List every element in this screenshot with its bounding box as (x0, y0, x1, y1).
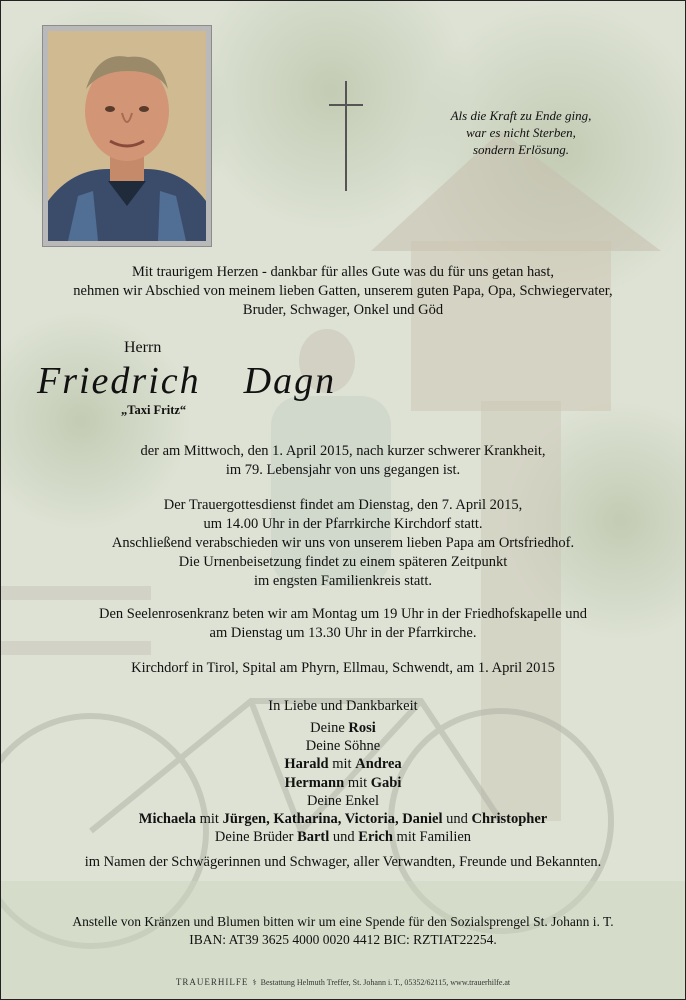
service-line: Anschließend verabschieden wir uns von unserem lieben Papa am Ortsfriedhof. (111, 535, 575, 551)
death-notice-line: der am Mittwoch, den 1. April 2015, nach kurzer schwerer Krankheit, (140, 443, 546, 459)
memorial-quote (421, 107, 621, 158)
family-brothers (1, 828, 685, 846)
service-line: im engsten Familienkreis statt. (253, 573, 432, 589)
connector: mit (344, 774, 371, 791)
intro-line: nehmen wir Abschied von meinem lieben Gatten, unserem guten Papa, Opa, Schwiegervater, (73, 283, 613, 299)
family-grandchildren (1, 810, 685, 828)
quote-line: sondern Erlösung. (472, 142, 570, 157)
intro-line: Bruder, Schwager, Onkel und Göd (242, 302, 444, 318)
family-grandchildren-label: Deine Enkel (306, 792, 380, 809)
family-son1 (1, 755, 685, 773)
portrait-frame (42, 25, 212, 247)
family-son2 (1, 774, 685, 792)
footer (1, 977, 685, 987)
intro-line: Mit traurigem Herzen - dankbar für alles Gute was du für uns getan hast, (132, 264, 554, 280)
death-notice (1, 442, 685, 480)
grandchild-names: Jürgen, Katharina, Victoria, Daniel (222, 811, 443, 828)
cross-icon (326, 81, 366, 191)
rosary-line: Den Seelenrosenkranz beten wir am Montag um 19 Uhr in der Friedhofskapelle und (98, 606, 588, 622)
rosary-info (1, 605, 685, 643)
footer-text: Bestattung Helmuth Treffer, St. Johann i. T., 05352/62115, www.trauerhilfe.at (260, 978, 511, 987)
family-wife-prefix: Deine (310, 720, 349, 736)
connector: mit (195, 811, 223, 828)
family-wife-name: Rosi (348, 720, 376, 736)
donation-bank-line: IBAN: AT39 3625 4000 0020 4412 BIC: RZTIAT22254. (189, 932, 497, 947)
closing-phrase: In Liebe und Dankbarkeit (268, 698, 418, 714)
relatives-line: im Namen der Schwägerinnen und Schwager, aller Verwandten, Freunde und Bekannten. (84, 854, 602, 870)
service-line: Der Trauergottesdienst findet am Dienstag, den 7. April 2015, (163, 497, 523, 513)
place-date: Kirchdorf in Tirol, Spital am Phyrn, Ellmau, Schwendt, am 1. April 2015 (131, 660, 555, 676)
rosary-line: am Dienstag um 13.30 Uhr in der Pfarrkirche. (209, 625, 477, 641)
quote-line: war es nicht Sterben, (466, 125, 576, 140)
service-line: um 14.00 Uhr in der Pfarrkirche Kirchdorf statt. (203, 516, 483, 532)
donation-line: Anstelle von Kränzen und Blumen bitten wir um eine Spende für den Sozialsprengel St. Johann i. T. (72, 914, 614, 929)
donation-info (1, 913, 685, 949)
service-info (1, 496, 685, 591)
partner-name: Gabi (370, 774, 402, 791)
partner-name: Andrea (355, 756, 402, 773)
grandchild-name: Christopher (471, 811, 548, 828)
deceased-name: Friedrich Dagn (37, 360, 337, 402)
quote-line: Als die Kraft zu Ende ging, (450, 108, 592, 123)
connector: mit (328, 756, 356, 773)
nickname: „Taxi Fritz“ (121, 403, 187, 417)
service-line: Die Urnenbeisetzung findet zu einem späteren Zeitpunkt (178, 554, 508, 570)
footer-separator-icon: ⚕ (250, 978, 259, 987)
family-sons-label: Deine Söhne (305, 738, 381, 755)
family-wife (1, 719, 685, 737)
son-name: Harald (284, 756, 329, 773)
footer-brand: TRAUERHILFE (175, 977, 249, 987)
son-name: Hermann (284, 774, 345, 791)
family-list (1, 719, 685, 846)
connector: und (442, 811, 472, 828)
connector: und (329, 829, 359, 846)
intro-text (1, 263, 685, 320)
death-notice-line: im 79. Lebensjahr von uns gegangen ist. (225, 462, 461, 478)
brother-name: Erich (358, 829, 393, 846)
salutation: Herrn (124, 339, 162, 356)
brothers-prefix: Deine Brüder (214, 829, 298, 846)
portrait-photo (48, 31, 206, 241)
grandchild-name: Michaela (138, 811, 196, 828)
brothers-suffix: mit Familien (392, 829, 472, 846)
brother-name: Bartl (297, 829, 330, 846)
